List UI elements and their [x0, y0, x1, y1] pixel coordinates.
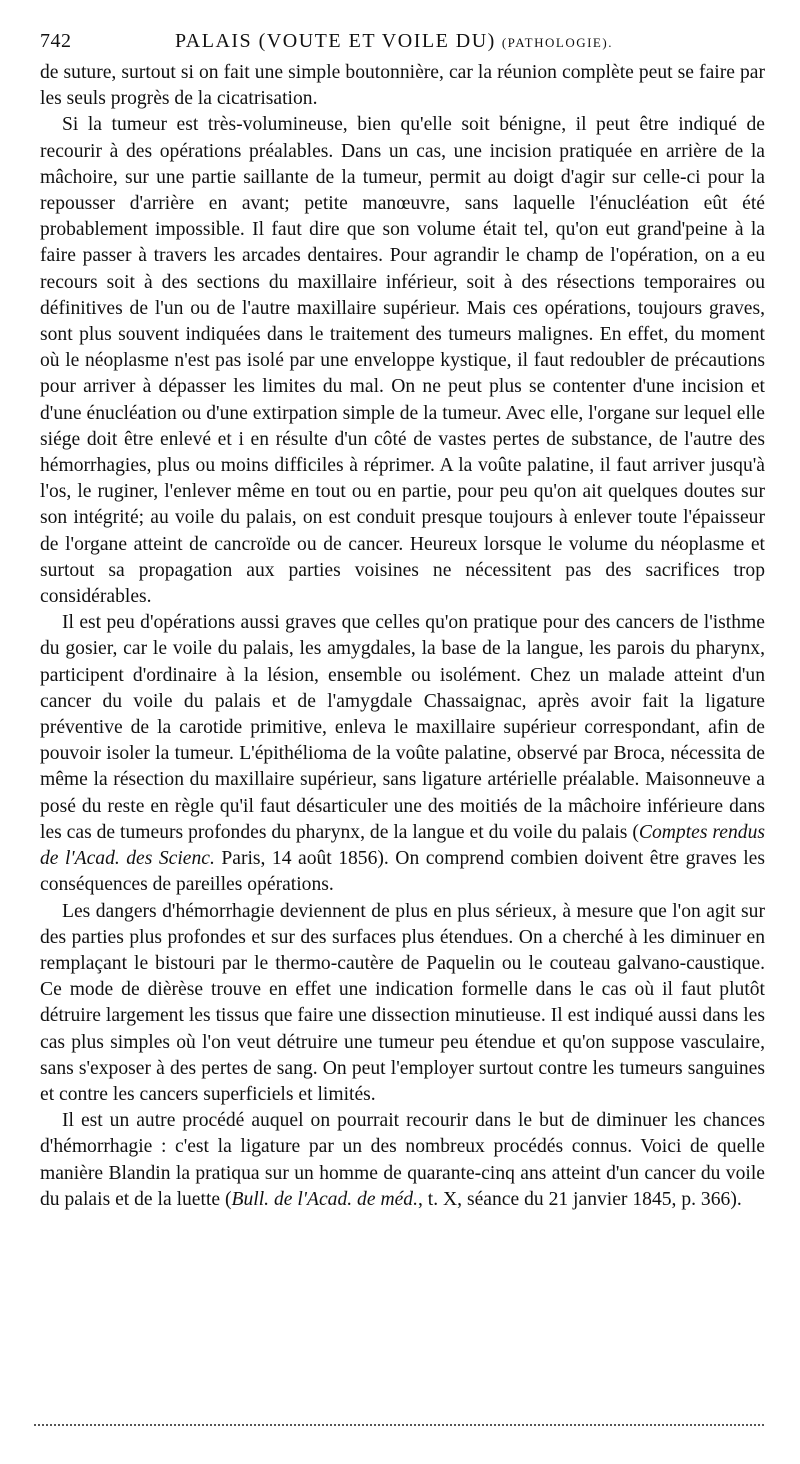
citation-italic: Comptes rendus de l'Acad. des Scienc.	[40, 821, 766, 870]
body-text	[40, 60, 765, 1213]
paragraph	[40, 60, 765, 112]
running-subtitle: (PATHOLOGIE).	[501, 35, 613, 50]
paragraph	[40, 112, 765, 610]
running-header	[40, 30, 765, 60]
footer-dotted-rule	[34, 1424, 764, 1426]
paragraph	[40, 899, 765, 1109]
paragraph-text: Il est peu d'opérations aussi graves que celles qu'on pratique pour des cancers de l'isthme du gosier, car le voile du palais, les amygdales, la base de la langue, les parois du pharynx, participent d'ordinaire à la lésion, ensemble ou isolément. Chez un malade atteint d'un cancer du voile du palais et de l'amygdale Chassaignac, après avoir fait la ligature préventive de la carotide primitive, enleva le maxillaire supérieur correspondant, afin de pouvoir isoler la tumeur. L'épithélioma de la voûte palatine, observé par Broca, nécessita de même la résection du maxillaire supérieur, sans ligature artérielle préalable. Maisonneuve a posé du reste en règle qu'il faut désarticuler une des moitiés de la mâchoire inférieure dans les cas de tumeurs profondes du pharynx, de la langue et du voile du palais (	[40, 612, 765, 843]
paragraph	[40, 1108, 765, 1213]
paragraph	[40, 610, 765, 898]
citation-italic: Bull. de l'Acad. de méd.	[231, 1188, 418, 1210]
paragraph-text: , t. X, séance du 21 janvier 1845, p. 366).	[417, 1188, 742, 1210]
page-number: 742	[40, 30, 72, 52]
running-title: PALAIS (VOUTE ET VOILE DU)	[175, 30, 496, 52]
paragraph-text: Si la tumeur est très-volumineuse, bien qu'elle soit bénigne, il peut être indiqué de recourir à des opérations préalables. Dans un cas, une incision pratiquée en arrière de la mâchoire, sur une partie saillante de la tumeur, permit au doigt d'agir sur celle-ci pour la repousser d'arrière en avant; petite manœuvre, sans laquelle l'énucléation eût été probablement impossible. Il faut dire que son volume était tel, qu'on eut grand'peine à la faire passer à travers les arcades dentaires. Pour agrandir le champ de l'opération, on a eu recours soit à des sections du maxillaire inférieur, soit à des résections temporaires ou définitives de l'un ou de l'autre maxillaire supérieur. Mais ces opérations, toujours graves, sont plus souvent indiquées dans le traitement des tumeurs malignes. En effet, du moment où le néoplasme n'est pas isolé par une enveloppe kystique, il faut redoubler de précautions pour arriver à dépasser les limites du mal. On ne peut plus se contenter d'une incision et d'une énucléation ou d'une extirpation simple de la tumeur. Avec elle, l'organe sur lequel elle siége doit être enlevé et i en résulte d'un côté de vastes pertes de substance, de l'autre des hémorrhagies, plus ou moins difficiles à réprimer. A la voûte palatine, il faut arriver jusqu'à l'os, le ruginer, l'enlever même en tout ou en partie, pour peu qu'on ait quelques doutes sur son intégrité; au voile du palais, on est conduit presque toujours à enlever toute l'épaisseur de l'organe atteint de cancroïde ou de cancer. Heureux lorsque le volume du néoplasme et surtout sa propagation aux parties voisines ne nécessitent pas des sacrifices trop considérables.	[40, 114, 765, 608]
paragraph-text: Les dangers d'hémorrhagie deviennent de plus en plus sérieux, à mesure que l'on agit sur des parties plus profondes et sur des surfaces plus étendues. On a cherché à les diminuer en remplaçant le bistouri par le thermo-cautère de Paquelin ou le couteau galvano-caustique. Ce mode de dièrèse trouve en effet une indication formelle dans le cas où il faut plutôt détruire largement les tissus que faire une dissection minutieuse. Il est indiqué aussi dans les cas plus simples où l'on veut détruire une tumeur peu étendue et qu'on suppose vasculaire, sans s'exposer à des pertes de sang. On peut l'employer surtout contre les tumeurs sanguines et contre les cancers superficiels et limités.	[40, 900, 765, 1105]
paragraph-text: Il est un autre procédé auquel on pourrait recourir dans le but de diminuer les chances d'hémorrhagie : c'est la ligature par un des nombreux procédés connus. Voici de quelle manière Blandin la pratiqua sur un homme de quarante-cinq ans atteint d'un cancer du voile du palais et de la luette (	[40, 1110, 765, 1210]
paragraph-text: de suture, surtout si on fait une simple boutonnière, car la réunion complète peut se faire par les seuls progrès de la cicatrisation.	[40, 62, 765, 110]
document-page	[40, 30, 765, 1213]
paragraph-text: Paris, 14 août 1856). On comprend combien doivent être graves les conséquences de pareilles opérations.	[40, 848, 765, 896]
